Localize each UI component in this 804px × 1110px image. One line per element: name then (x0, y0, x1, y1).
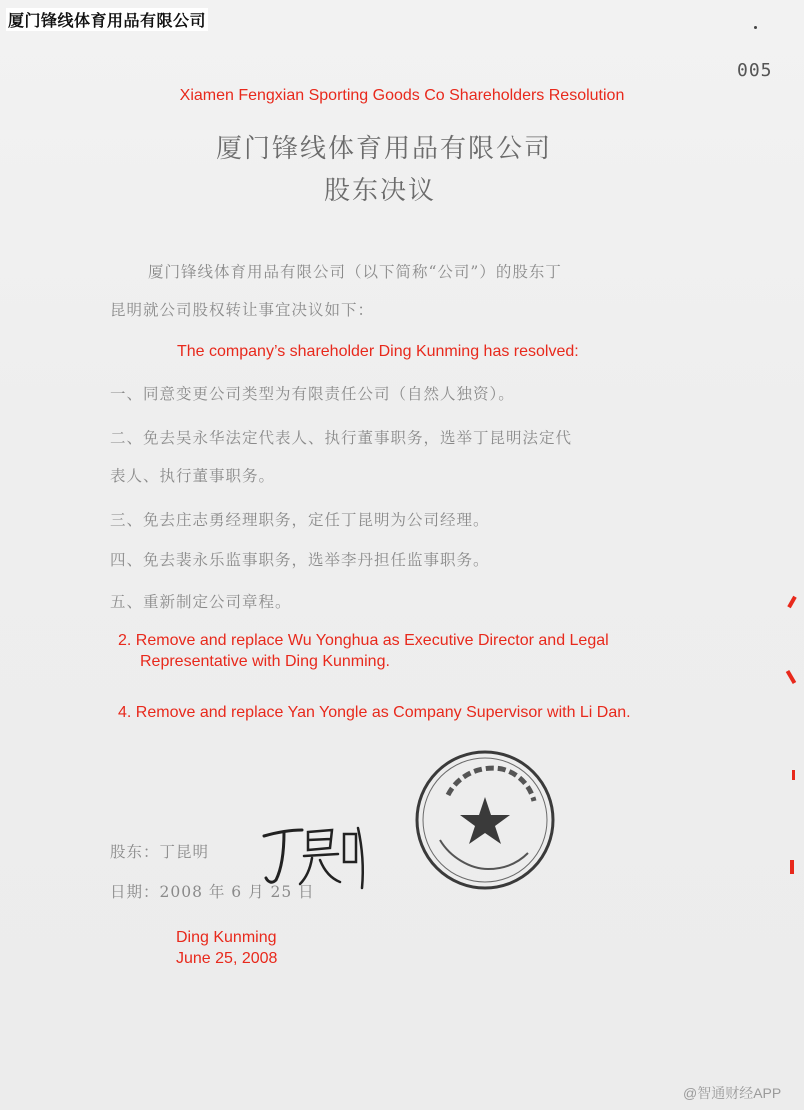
red-edge-mark (792, 770, 795, 780)
date-label: 日期：2008 年 6 月 25 日 (110, 883, 315, 901)
watermark-text: @智通财经APP (683, 1085, 782, 1101)
signoff-translation-name: Ding Kunming (176, 929, 277, 946)
red-edge-mark (787, 596, 796, 608)
signature-image (258, 822, 378, 892)
intro-line-2: 昆明就公司股权转让事宜决议如下： (110, 301, 375, 319)
chinese-title-resolution: 股东决议 (323, 176, 436, 206)
intro-translation: The company’s shareholder Ding Kunming has resolved: (177, 343, 579, 360)
red-edge-mark (790, 860, 794, 874)
resolution-item-5: 五、重新制定公司章程。 (110, 593, 292, 611)
resolution-item-2-line-1: 二、免去吴永华法定代表人、执行董事职务，选举丁昆明法定代 (110, 429, 573, 447)
resolution-item-3: 三、免去庄志勇经理职务，定任丁昆明为公司经理。 (110, 511, 490, 529)
english-title-translation: Xiamen Fengxian Sporting Goods Co Shareholders Resolution (179, 87, 625, 104)
page-number: 005 (737, 60, 773, 81)
company-header-label: 厦门锋线体育用品有限公司 (6, 8, 208, 31)
shareholder-label: 股东：丁昆明 (110, 843, 210, 861)
intro-line-1: 厦门锋线体育用品有限公司（以下简称“公司”）的股东丁 (148, 263, 562, 281)
chinese-title-company: 厦门锋线体育用品有限公司 (215, 134, 552, 164)
resolution-item-4: 四、免去裴永乐监事职务，选举李丹担任监事职务。 (110, 551, 490, 569)
item-2-translation-line-2: Representative with Ding Kunming. (140, 653, 390, 670)
item-4-translation: 4. Remove and replace Yan Yongle as Company Supervisor with Li Dan. (118, 704, 631, 721)
resolution-item-1: 一、同意变更公司类型为有限责任公司（自然人独资）。 (110, 385, 515, 403)
scan-speck (754, 26, 757, 29)
resolution-item-2-line-2: 表人、执行董事职务。 (110, 467, 276, 485)
signoff-translation-date: June 25, 2008 (176, 950, 278, 967)
company-seal (410, 745, 560, 895)
red-edge-mark (786, 670, 796, 684)
item-2-translation-line-1: 2. Remove and replace Wu Yonghua as Executive Director and Legal (118, 632, 609, 649)
